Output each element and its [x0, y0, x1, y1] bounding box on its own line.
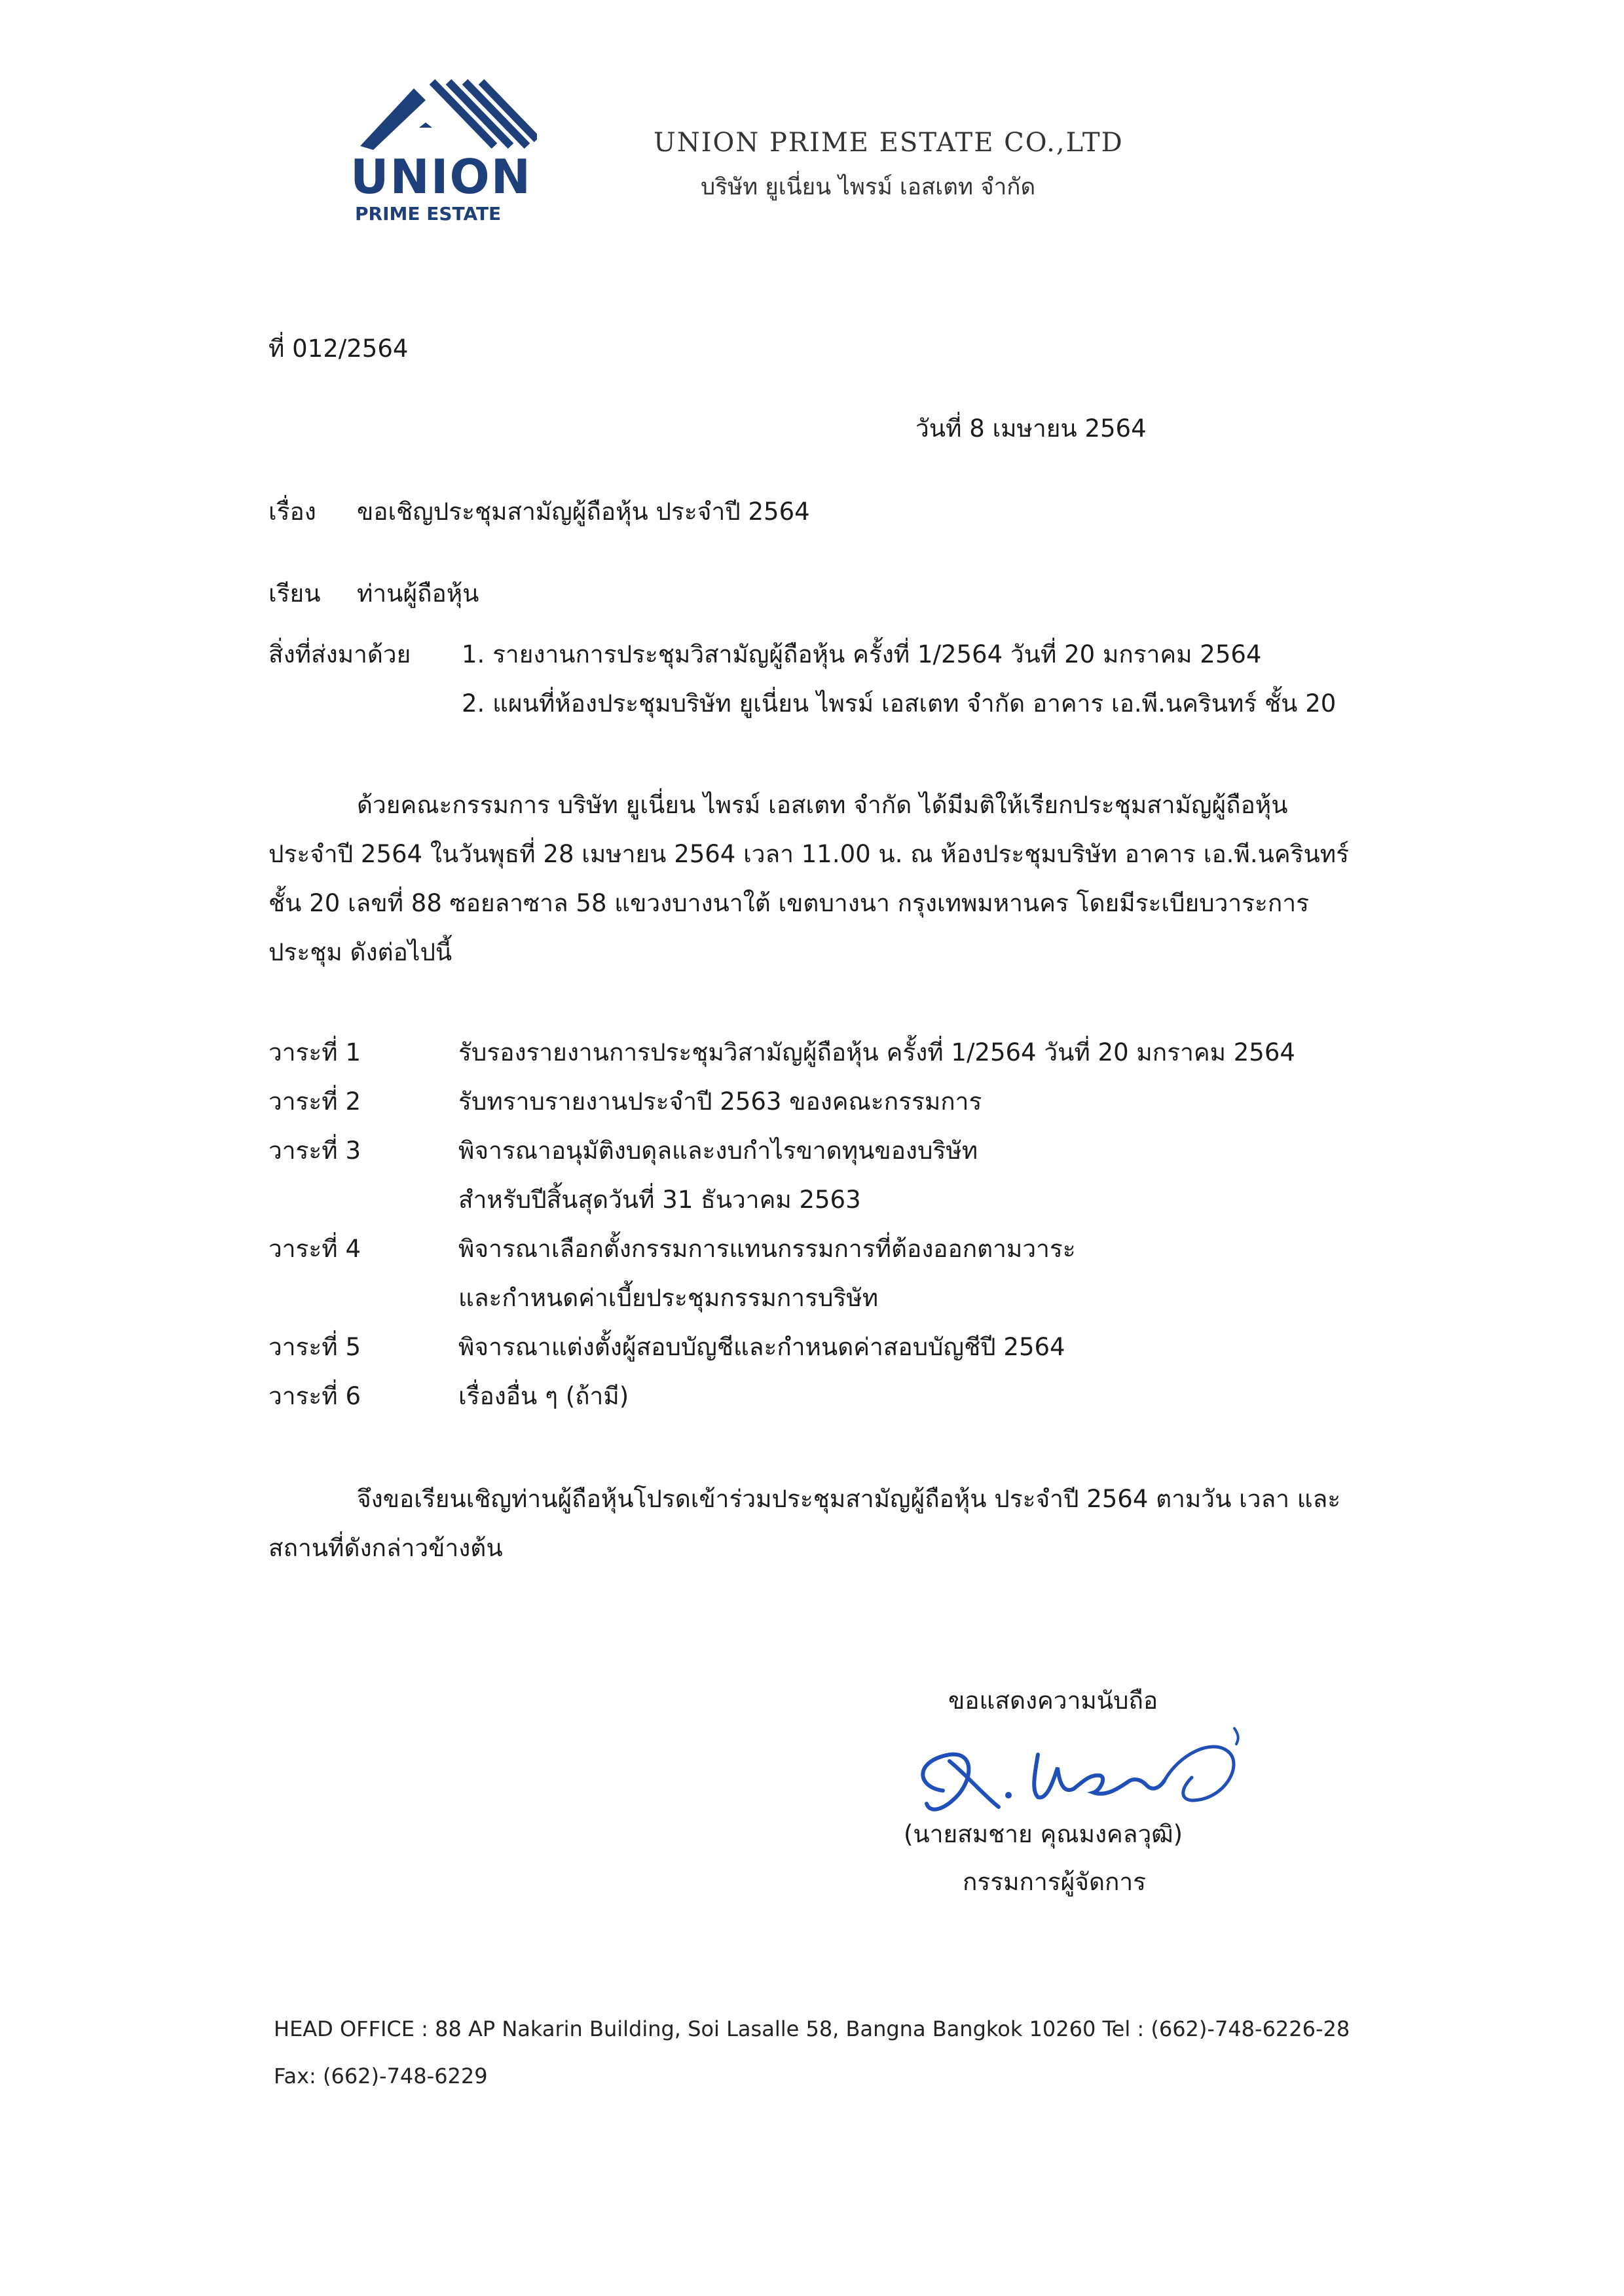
letter-date: วันที่ 8 เมษายน 2564 — [915, 414, 1147, 443]
addressee-label: เรียน — [268, 579, 321, 608]
reference-number: ที่ 012/2564 — [268, 335, 409, 363]
agenda-text: พิจารณาอนุมัติงบดุลและงบกำไรขาดทุนของบริษัท — [458, 1137, 978, 1165]
subject-label: เรื่อง — [268, 498, 316, 526]
signer-name: (นายสมชาย คุณมงคลวุฒิ) — [904, 1820, 1183, 1848]
company-name-th: บริษัท ยูเนี่ยน ไพรม์ เอสเตท จำกัด — [701, 174, 1036, 200]
addressee-text: ท่านผู้ถือหุ้น — [357, 579, 479, 608]
agenda-label: วาระที่ 6 — [268, 1382, 361, 1410]
agenda-text: และกำหนดค่าเบี้ยประชุมกรรมการบริษัท — [458, 1284, 879, 1312]
closing-line: สถานที่ดังกล่าวข้างต้น — [268, 1534, 503, 1562]
agenda-text: พิจารณาแต่งตั้งผู้สอบบัญชีและกำหนดค่าสอบบัญชีปี 2564 — [458, 1333, 1065, 1361]
footer-address: HEAD OFFICE : 88 AP Nakarin Building, Soi Lasalle 58, Bangna Bangkok 10260 Tel : (662)-748-6226-28 — [274, 2016, 1350, 2041]
body-line: ประชุม ดังต่อไปนี้ — [268, 938, 452, 966]
regards-text: ขอแสดงความนับถือ — [948, 1686, 1158, 1715]
agenda-text: สำหรับปีสิ้นสุดวันที่ 31 ธันวาคม 2563 — [458, 1186, 861, 1214]
handwritten-signature — [904, 1715, 1257, 1820]
company-logo — [341, 69, 537, 229]
enclosure-item: 1. รายงานการประชุมวิสามัญผู้ถือหุ้น ครั้งที่ 1/2564 วันที่ 20 มกราคม 2564 — [462, 640, 1262, 668]
logo-word-union: UNION — [350, 149, 532, 204]
body-line: ประจำปี 2564 ในวันพุธที่ 28 เมษายน 2564 เวลา 11.00 น. ณ ห้องประชุมบริษัท อาคาร เอ.พี.นครินทร์ — [268, 840, 1350, 868]
body-line: ด้วยคณะกรรมการ บริษัท ยูเนี่ยน ไพรม์ เอสเตท จำกัด ได้มีมติให้เรียกประชุมสามัญผู้ถือหุ้น — [357, 791, 1288, 819]
closing-line: จึงขอเรียนเชิญท่านผู้ถือหุ้นโปรดเข้าร่วมประชุมสามัญผู้ถือหุ้น ประจำปี 2564 ตามวัน เวลา และ — [357, 1485, 1341, 1513]
company-name-en: UNION PRIME ESTATE CO.,LTD — [654, 128, 1124, 158]
footer-fax: Fax: (662)-748-6229 — [274, 2064, 488, 2088]
logo-word-prime-estate: PRIME ESTATE — [355, 203, 502, 225]
body-line: ชั้น 20 เลขที่ 88 ซอยลาซาล 58 แขวงบางนาใต้ เขตบางนา กรุงเทพมหานคร โดยมีระเบียบวาระการ — [268, 889, 1309, 917]
roof-logo-icon — [341, 69, 537, 154]
agenda-label: วาระที่ 5 — [268, 1333, 361, 1361]
agenda-label: วาระที่ 4 — [268, 1235, 361, 1263]
agenda-label: วาระที่ 3 — [268, 1137, 361, 1165]
agenda-text: รับรองรายงานการประชุมวิสามัญผู้ถือหุ้น ครั้งที่ 1/2564 วันที่ 20 มกราคม 2564 — [458, 1038, 1295, 1066]
agenda-text: รับทราบรายงานประจำปี 2563 ของคณะกรรมการ — [458, 1087, 982, 1116]
enclosure-item: 2. แผนที่ห้องประชุมบริษัท ยูเนี่ยน ไพรม์ เอสเตท จำกัด อาคาร เอ.พี.นครินทร์ ชั้น 20 — [462, 689, 1337, 718]
agenda-text: พิจารณาเลือกตั้งกรรมการแทนกรรมการที่ต้องออกตามวาระ — [458, 1235, 1076, 1263]
signer-title: กรรมการผู้จัดการ — [963, 1868, 1147, 1896]
enclosure-label: สิ่งที่ส่งมาด้วย — [268, 640, 411, 668]
subject-text: ขอเชิญประชุมสามัญผู้ถือหุ้น ประจำปี 2564 — [357, 498, 810, 526]
agenda-label: วาระที่ 1 — [268, 1038, 361, 1066]
agenda-label: วาระที่ 2 — [268, 1087, 361, 1116]
agenda-text: เรื่องอื่น ๆ (ถ้ามี) — [458, 1382, 629, 1410]
